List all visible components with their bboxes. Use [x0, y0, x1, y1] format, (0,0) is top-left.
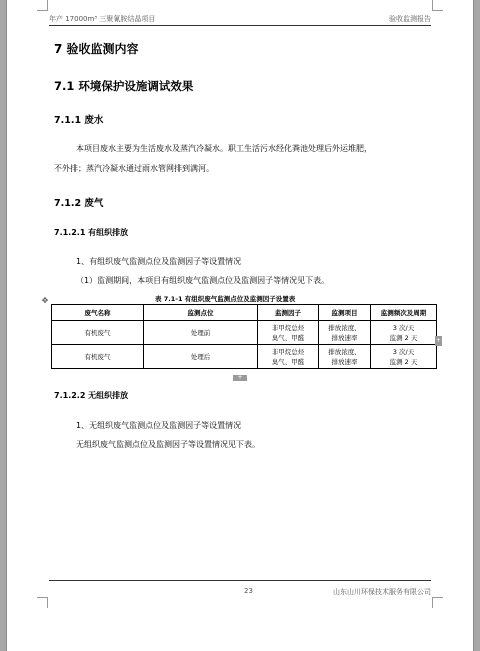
cell-factor-line2: 臭气、甲醛	[271, 357, 305, 366]
cell-point: 处理前	[144, 321, 258, 345]
crop-mark-bottom-left	[37, 597, 48, 608]
cell-frequency-line1: 3 次/天	[392, 323, 415, 332]
cell-frequency	[371, 345, 437, 369]
cell-name: 有机废气	[52, 321, 144, 345]
cell-factor-line2: 臭气、甲醛	[271, 333, 305, 342]
col-header-point: 监测点位	[144, 305, 258, 321]
col-header-frequency: 监测频次及周期	[371, 305, 437, 321]
page-footer	[49, 580, 431, 595]
cell-item-line1: 排放浓度、	[328, 323, 361, 332]
cell-factor	[258, 345, 319, 369]
cell-factor-line1: 非甲烷总烃	[271, 347, 305, 356]
cell-factor-line1: 非甲烷总烃	[271, 323, 305, 332]
cell-frequency-line2: 监测 2 天	[389, 357, 418, 366]
paragraph-wastewater-1: 本项目废水主要为生活废水及蒸汽冷凝水。职工生活污水经化粪池处理后外运堆肥，	[76, 144, 372, 153]
table-add-row-icon[interactable]: +	[233, 375, 247, 381]
table-add-column-icon[interactable]: +	[435, 337, 442, 344]
paragraph-wastewater-2: 不外排；蒸汽冷凝水通过雨水管网排到满河。	[54, 164, 214, 173]
cell-item	[319, 321, 371, 345]
cell-frequency-line2: 监测 2 天	[389, 333, 418, 342]
heading-7-1: 7.1 环境保护设施调试效果	[54, 79, 194, 93]
crop-mark-top-left	[37, 0, 48, 11]
paragraph-organized-2: （1）监测期间，本项目有组织废气监测点位及监测因子等情况见下表。	[76, 276, 330, 285]
cell-item-line2: 排放速率	[331, 357, 358, 366]
monitoring-table	[51, 304, 437, 369]
cell-frequency-line1: 3 次/天	[392, 347, 415, 356]
cell-item-line2: 排放速率	[331, 333, 358, 342]
cell-item-line1: 排放浓度、	[328, 347, 361, 356]
table-move-handle-icon[interactable]: ✥	[41, 296, 49, 305]
table-row	[52, 321, 437, 345]
paragraph-unorganized-1: 1、无组织废气监测点位及监测因子等设置情况	[76, 421, 242, 430]
col-header-item: 监测项目	[319, 305, 371, 321]
cell-frequency	[371, 321, 437, 345]
heading-7-1-2-2: 7.1.2.2 无组织排放	[54, 391, 129, 400]
cell-factor	[258, 321, 319, 345]
table-row	[52, 345, 437, 369]
document-page	[6, 0, 474, 651]
col-header-name: 废气名称	[52, 305, 144, 321]
heading-7-1-2: 7.1.2 废气	[54, 198, 104, 209]
header-left: 年产 17000m³ 三聚氰胺结晶项目	[49, 15, 156, 23]
footer-company: 山东山川环保技术服务有限公司	[333, 588, 431, 596]
header-right: 验收监测报告	[389, 15, 431, 23]
col-header-factor: 监测因子	[258, 305, 319, 321]
cell-point: 处理后	[144, 345, 258, 369]
crop-mark-top-right	[432, 0, 443, 11]
heading-7-1-2-1: 7.1.2.1 有组织排放	[54, 228, 129, 237]
heading-7-1-1: 7.1.1 废水	[54, 115, 104, 126]
paragraph-unorganized-2: 无组织废气监测点位及监测因子等设置情况见下表。	[76, 440, 260, 449]
table-caption: 表 7.1-1 有组织废气监测点位及监测因子设置表	[155, 295, 296, 303]
heading-7: 7 验收监测内容	[54, 42, 139, 56]
table-header-row	[52, 305, 437, 321]
page-header	[49, 12, 431, 26]
crop-mark-bottom-right	[432, 597, 443, 608]
cell-item	[319, 345, 371, 369]
page-number: 23	[244, 587, 253, 595]
paragraph-organized-1: 1、有组织废气监测点位及监测因子等设置情况	[76, 257, 242, 266]
cell-name: 有机废气	[52, 345, 144, 369]
